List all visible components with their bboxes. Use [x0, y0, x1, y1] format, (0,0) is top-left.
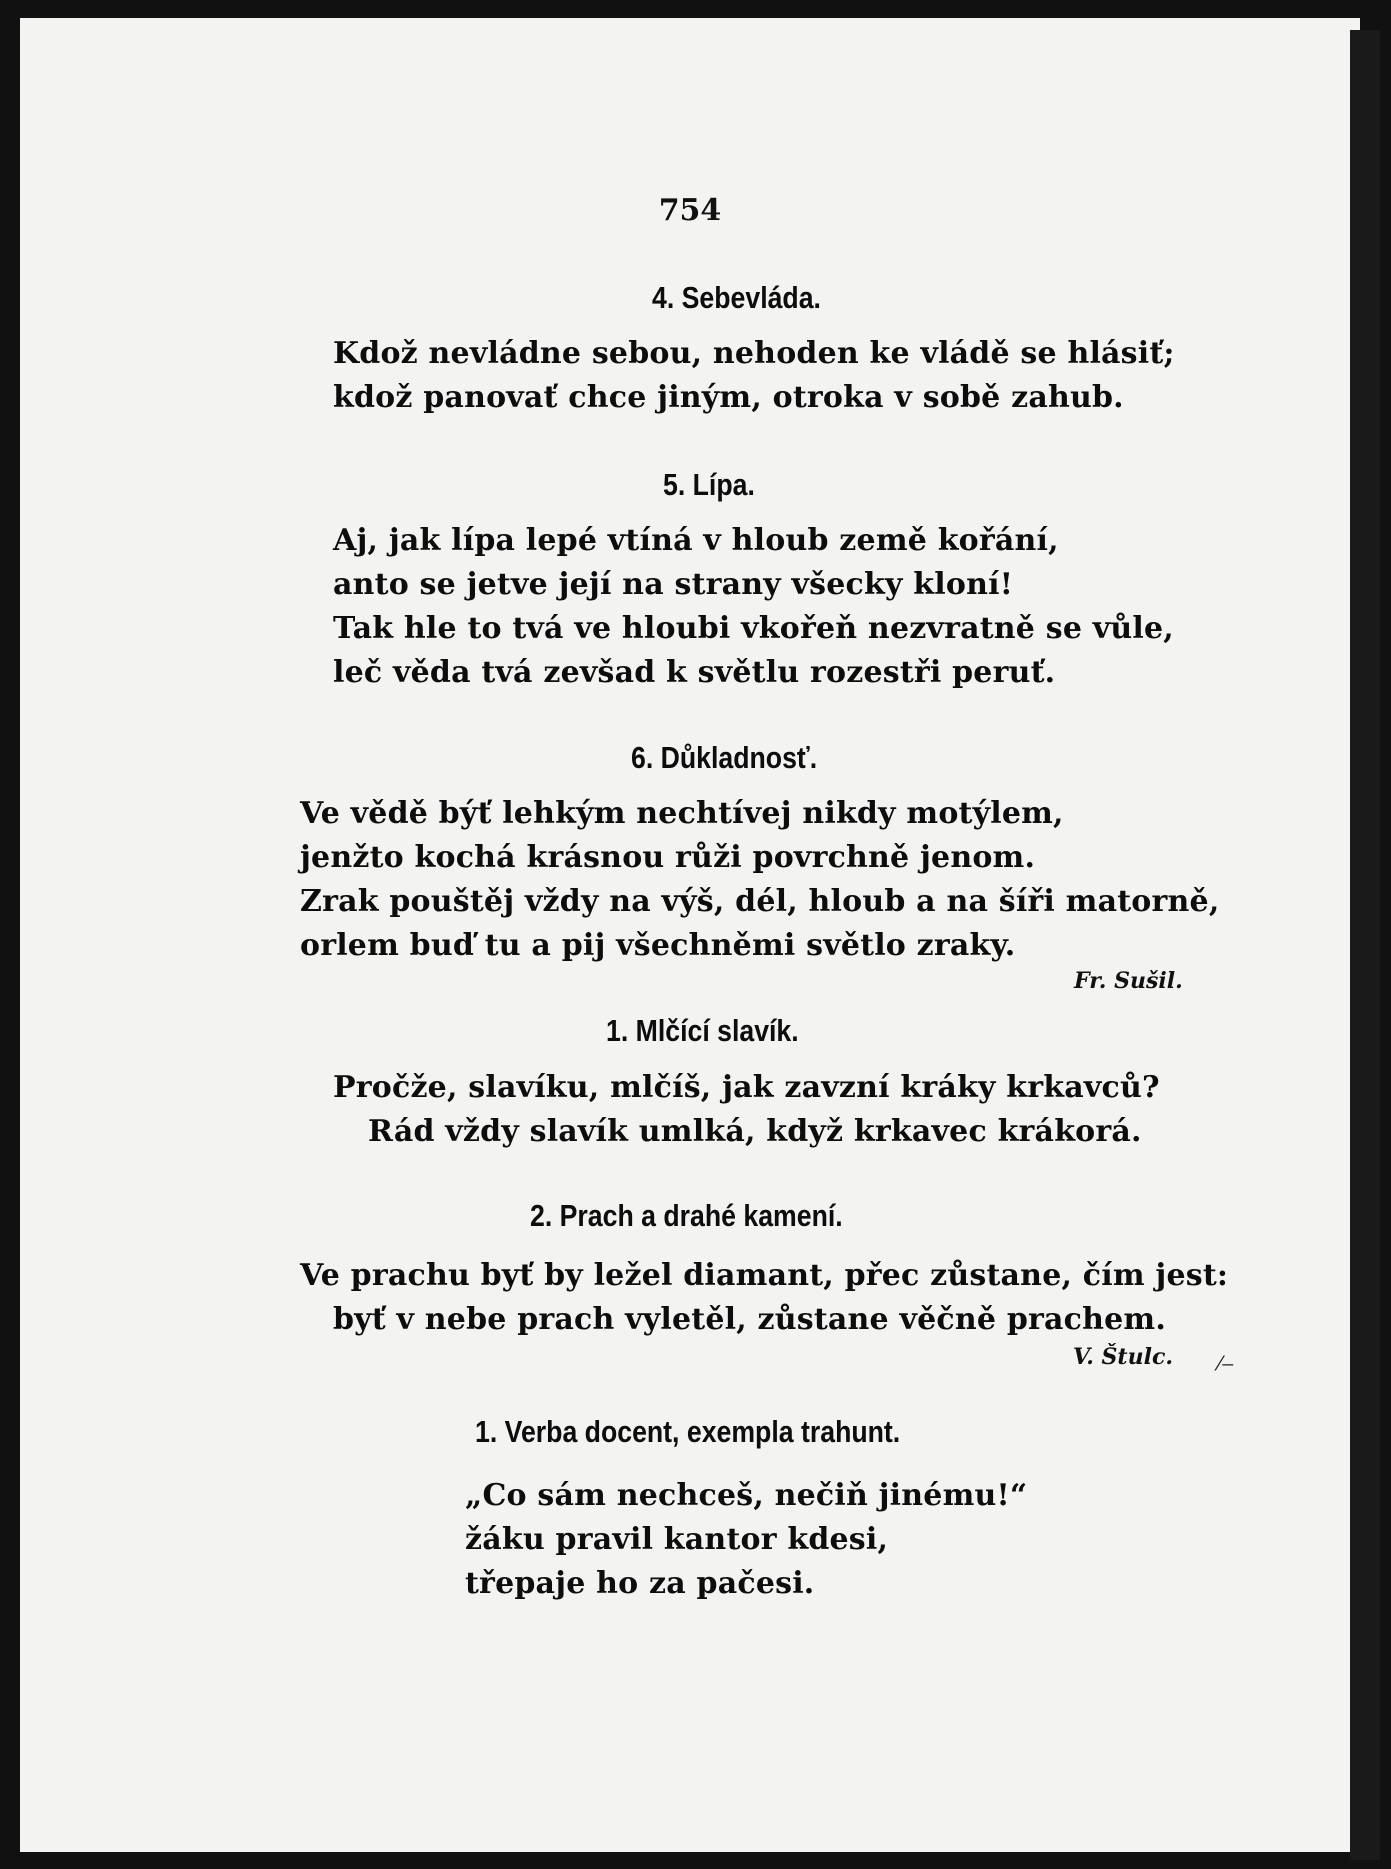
verse-line: Ve prachu byť by ležel diamant, přec zůstane, čím jest:: [300, 1258, 1229, 1293]
section-title-dukladnost: 6. Důkladnosť.: [631, 740, 818, 775]
verse-line: anto se jetve její na strany všecky kloní!: [333, 567, 1014, 602]
verse-line: Pročže, slavíku, mlčíš, jak zavzní kráky krkavců?: [333, 1070, 1160, 1105]
section-title-verba-docent: 1. Verba docent, exempla trahunt.: [475, 1414, 901, 1449]
author-signature: Fr. Sušil.: [1074, 968, 1183, 994]
author-signature: V. Štulc.: [1073, 1344, 1173, 1370]
section-title-mlcici-slavik: 1. Mlčící slavík.: [606, 1013, 799, 1048]
book-page: [20, 18, 1360, 1852]
verse-line: Ve vědě býť lehkým nechtívej nikdy motýlem,: [300, 796, 1064, 831]
verse-line: byť v nebe prach vyletěl, zůstane věčně prachem.: [333, 1302, 1166, 1337]
section-title-sebevlada: 4. Sebevláda.: [652, 280, 821, 315]
verse-line: Rád vždy slavík umlká, když krkavec krákorá.: [368, 1114, 1142, 1149]
verse-line: leč věda tvá zevšad k světlu rozestři peruť.: [333, 655, 1056, 690]
verse-line: jenžto kochá krásnou růži povrchně jenom.: [300, 840, 1036, 875]
verse-line: žáku pravil kantor kdesi,: [465, 1522, 889, 1557]
section-title-lipa: 5. Lípa.: [663, 467, 755, 502]
verse-line: Aj, jak lípa lepé vtíná v hloub země kořání,: [333, 523, 1059, 558]
verse-line: kdož panovať chce jiným, otroka v sobě zahub.: [333, 380, 1124, 415]
section-title-prach: 2. Prach a drahé kamení.: [530, 1198, 843, 1233]
verse-line: Kdož nevládne sebou, nehoden ke vládě se hlásiť;: [333, 336, 1175, 371]
page-edge-shadow: [1350, 30, 1380, 1860]
verse-line: „Co sám nechceš, nečiň jinému!“: [465, 1478, 1028, 1513]
verse-line: orlem buď tu a pij všechněmi světlo zraky.: [300, 928, 1016, 963]
verse-line: Zrak pouštěj vždy na výš, dél, hloub a na šíři matorně,: [300, 884, 1220, 919]
verse-line: Tak hle to tvá ve hloubi vkořeň nezvratně se vůle,: [333, 611, 1174, 646]
verse-line: třepaje ho za pačesi.: [465, 1566, 815, 1601]
ink-mark-icon: ⁄‒: [1218, 1351, 1235, 1375]
page-number: 754: [658, 193, 722, 228]
